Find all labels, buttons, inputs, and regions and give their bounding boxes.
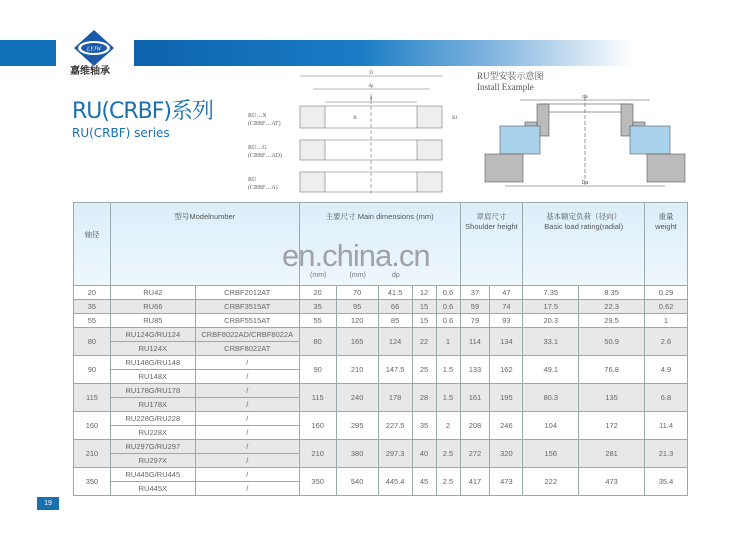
table-row [74, 356, 688, 370]
header-band-right [134, 40, 634, 66]
cell-value: 0.29 [645, 286, 688, 300]
cell-value: 0.6 [436, 286, 460, 300]
install-example-diagram [480, 92, 690, 192]
cell-value: 2.5 [436, 440, 460, 468]
cell-value: 90 [299, 356, 336, 384]
bearing-section-diagram [295, 66, 465, 196]
cell-shaft: 350 [74, 468, 111, 496]
header-band-left [0, 40, 56, 66]
table-row [74, 468, 688, 482]
cell-crbf-model: CRBF8022AD/CRBF8022A [195, 328, 299, 342]
table-row [74, 286, 688, 300]
cell-value: 240 [336, 384, 378, 412]
cell-value: 1.5 [436, 356, 460, 384]
page-subtitle: RU(CRBF) series [72, 126, 170, 140]
cell-value: 76.8 [579, 356, 645, 384]
cell-shaft: 115 [74, 384, 111, 412]
cell-value: 4.9 [645, 356, 688, 384]
cell-value: 208 [460, 412, 490, 440]
header-shoulder-height: 章肩尺寸 Shoulder height [460, 203, 523, 286]
diagram-label-ru: RU (CRBF…A) [248, 177, 278, 191]
cell-value: 40 [412, 440, 436, 468]
cell-value: 210 [336, 356, 378, 384]
table-row [74, 384, 688, 398]
cell-value: 8.35 [579, 286, 645, 300]
cell-value: 2 [436, 412, 460, 440]
cell-value: 178 [378, 384, 412, 412]
svg-text:dp: dp [368, 84, 374, 89]
cell-model: RU148G/RU148 [110, 356, 195, 370]
cell-value: 161 [460, 384, 490, 412]
cell-crbf-model: / [195, 370, 299, 384]
table-row [74, 300, 688, 314]
svg-text:da: da [582, 94, 588, 100]
cell-crbf-model: / [195, 454, 299, 468]
svg-text:D: D [369, 71, 373, 76]
svg-text:d: d [369, 97, 373, 102]
cell-value: 35.4 [645, 468, 688, 496]
cell-value: 172 [579, 412, 645, 440]
cell-value: 28 [412, 384, 436, 412]
cell-value: 445.4 [378, 468, 412, 496]
cell-crbf-model: / [195, 398, 299, 412]
cell-model: RU297X [110, 454, 195, 468]
cell-value: 0.62 [645, 300, 688, 314]
cell-value: 22.3 [579, 300, 645, 314]
cell-value: 281 [579, 440, 645, 468]
cell-value: 1.5 [436, 384, 460, 412]
cell-value: 297.3 [378, 440, 412, 468]
header-weight: 重量 weight [645, 203, 688, 286]
cell-value: 114 [460, 328, 490, 356]
svg-text:Da: Da [581, 180, 589, 186]
cell-value: 15 [412, 300, 436, 314]
cell-model: RU297G/RU297 [110, 440, 195, 454]
cell-value: 17.5 [523, 300, 579, 314]
cell-shaft: 35 [74, 300, 111, 314]
cell-value: 6.8 [645, 384, 688, 412]
cell-model: RU85 [110, 314, 195, 328]
cell-value: 162 [490, 356, 523, 384]
cell-value: 93 [490, 314, 523, 328]
cell-model: RU178X [110, 398, 195, 412]
cell-value: 417 [460, 468, 490, 496]
page-title: RU(CRBF)系列 [72, 99, 213, 124]
cell-value: 473 [490, 468, 523, 496]
cell-value: 473 [579, 468, 645, 496]
cell-value: 540 [336, 468, 378, 496]
cell-crbf-model: / [195, 412, 299, 426]
table-row [74, 328, 688, 342]
cell-model: RU124X [110, 342, 195, 356]
header-load-rating: 基本额定负荷（径向） Basic load rating(radial) [523, 203, 645, 286]
cell-value: 210 [299, 440, 336, 468]
cell-value: 380 [336, 440, 378, 468]
cell-value: 79 [460, 314, 490, 328]
install-example-title: RU型安装示意图 Install Example [477, 71, 544, 92]
cell-crbf-model: / [195, 356, 299, 370]
cell-model: RU445X [110, 482, 195, 496]
brand-name: 嘉维轴承 [70, 66, 110, 77]
cell-value: 135 [579, 384, 645, 412]
page-number: 19 [37, 497, 59, 510]
cell-shaft: 55 [74, 314, 111, 328]
cell-value: 124 [378, 328, 412, 356]
header-main-dimensions: 主要尺寸 Main dimensions (mm) (mm) (mm) dp [299, 203, 460, 286]
cell-value: 2.6 [645, 328, 688, 356]
cell-value: 22 [412, 328, 436, 356]
cell-value: 350 [299, 468, 336, 496]
cell-model: RU124G/RU124 [110, 328, 195, 342]
logo-letters: LYJW [86, 46, 102, 53]
cell-value: 0.6 [436, 300, 460, 314]
cell-crbf-model: CRBF3515AT [195, 300, 299, 314]
cell-value: 80 [299, 328, 336, 356]
cell-value: 21.3 [645, 440, 688, 468]
cell-crbf-model: / [195, 426, 299, 440]
cell-model: RU66 [110, 300, 195, 314]
svg-text:B: B [353, 116, 357, 121]
cell-value: 55 [299, 314, 336, 328]
cell-value: 49.1 [523, 356, 579, 384]
cell-value: 195 [490, 384, 523, 412]
cell-model: RU42 [110, 286, 195, 300]
cell-value: 47 [490, 286, 523, 300]
watermark: en.china.cn [282, 238, 430, 273]
cell-value: 70 [336, 286, 378, 300]
cell-value: 120 [336, 314, 378, 328]
cell-value: 156 [523, 440, 579, 468]
cell-model: RU178G/RU178 [110, 384, 195, 398]
cell-value: 227.5 [378, 412, 412, 440]
cell-value: 160 [299, 412, 336, 440]
cell-value: 272 [460, 440, 490, 468]
cell-value: 147.5 [378, 356, 412, 384]
cell-model: RU445G/RU445 [110, 468, 195, 482]
cell-value: 20 [299, 286, 336, 300]
cell-shaft: 210 [74, 440, 111, 468]
cell-value: 295 [336, 412, 378, 440]
cell-value: 12 [412, 286, 436, 300]
cell-value: 35 [299, 300, 336, 314]
cell-value: 133 [460, 356, 490, 384]
cell-value: 37 [460, 286, 490, 300]
cell-value: 66 [378, 300, 412, 314]
cell-crbf-model: CRBF8022AT [195, 342, 299, 356]
cell-value: 2.5 [436, 468, 460, 496]
cell-value: 25 [412, 356, 436, 384]
cell-value: 104 [523, 412, 579, 440]
cell-value: 7.35 [523, 286, 579, 300]
cell-crbf-model: / [195, 482, 299, 496]
cell-value: 95 [336, 300, 378, 314]
diagram-label-x: RU…X (CRBF…AT) [248, 113, 281, 127]
table-row [74, 314, 688, 328]
cell-value: 246 [490, 412, 523, 440]
cell-value: 0.6 [436, 314, 460, 328]
cell-value: 29.5 [579, 314, 645, 328]
cell-shaft: 160 [74, 412, 111, 440]
header-model: 型号Modelnumber [110, 203, 299, 286]
cell-value: 85 [378, 314, 412, 328]
cell-value: 50.9 [579, 328, 645, 356]
header-shaft: 轴径 [74, 203, 111, 286]
cell-shaft: 20 [74, 286, 111, 300]
cell-value: 320 [490, 440, 523, 468]
cell-value: 15 [412, 314, 436, 328]
cell-model: RU228X [110, 426, 195, 440]
cell-value: 74 [490, 300, 523, 314]
cell-crbf-model: / [195, 384, 299, 398]
cell-shaft: 80 [74, 328, 111, 356]
cell-value: 134 [490, 328, 523, 356]
cell-shaft: 90 [74, 356, 111, 384]
cell-value: 35 [412, 412, 436, 440]
table-row [74, 412, 688, 426]
cell-crbf-model: CRBF2012AT [195, 286, 299, 300]
cell-crbf-model: / [195, 440, 299, 454]
cell-model: RU148X [110, 370, 195, 384]
svg-text:B1: B1 [452, 116, 458, 121]
cell-value: 1 [436, 328, 460, 356]
cell-value: 222 [523, 468, 579, 496]
cell-crbf-model: / [195, 468, 299, 482]
cell-value: 59 [460, 300, 490, 314]
cell-crbf-model: CRBF5515AT [195, 314, 299, 328]
cell-value: 45 [412, 468, 436, 496]
table-row [74, 440, 688, 454]
cell-value: 11.4 [645, 412, 688, 440]
cell-value: 165 [336, 328, 378, 356]
cell-value: 20.3 [523, 314, 579, 328]
cell-value: 115 [299, 384, 336, 412]
cell-model: RU228G/RU228 [110, 412, 195, 426]
cell-value: 41.5 [378, 286, 412, 300]
cell-value: 33.1 [523, 328, 579, 356]
cell-value: 80.3 [523, 384, 579, 412]
cell-value: 1 [645, 314, 688, 328]
diagram-label-g: RU…G (CRBF…AD) [248, 145, 283, 159]
